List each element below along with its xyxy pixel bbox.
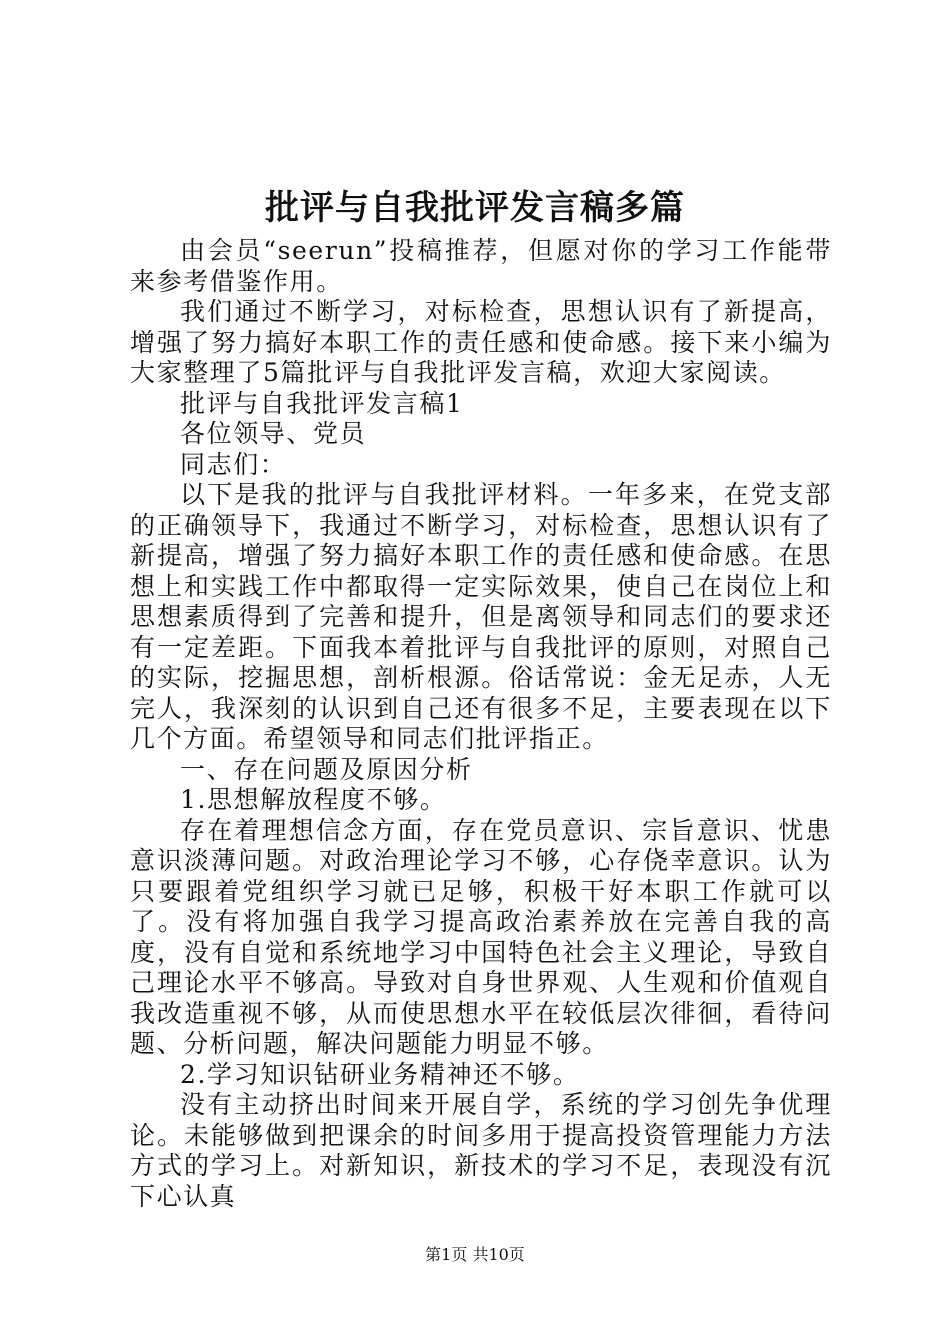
paragraph-study: 没有主动挤出时间来开展自学，系统的学习创先争优理论。未能够做到把课余的时间多用于提高投资管理能力方法方式的学习上。对新知识，新技术的学习不足，表现没有沉下心认真 [130, 1090, 832, 1211]
paragraph-intro: 由会员“seerun”投稿推荐，但愿对你的学习工作能带来参考借鉴作用。 [130, 236, 832, 296]
document-title: 批评与自我批评发言稿多篇 [265, 188, 685, 228]
section-heading-1: 批评与自我批评发言稿1 [180, 388, 464, 418]
heading-problems: 一、存在问题及原因分析 [180, 754, 473, 784]
salutation-leaders: 各位领导、党员 [180, 419, 367, 448]
paragraph-summary: 我们通过不断学习，对标检查，思想认识有了新提高，增强了努力搞好本职工作的责任感和使命感。接下来小编为大家整理了5篇批评与自我批评发言稿，欢迎大家阅读。 [130, 297, 832, 387]
subheading-1: 1.思想解放程度不够。 [180, 785, 447, 814]
subheading-2: 2.学习知识钻研业务精神还不够。 [180, 1059, 580, 1089]
document-body [130, 236, 832, 1212]
page-footer: 第1页 共10页 [425, 1245, 525, 1264]
paragraph-material: 以下是我的批评与自我批评材料。一年多来，在党支部的正确领导下，我通过不断学习，对标检查，思想认识有了新提高，增强了努力搞好本职工作的责任感和使命感。在思想上和实践工作中都取得一定实际效果，使自己在岗位上和思想素质得到了完善和提升，但是离领导和同志们的要求还有一定差距。下面我本着批评与自我批评的原则，对照自己的实际，挖掘思想，剖析根源。俗话常说：金无足赤，人无完人，我深刻的认识到自己还有很多不足，主要表现在以下几个方面。希望领导和同志们批评指正。 [130, 480, 832, 753]
salutation-comrades: 同志们： [180, 449, 287, 479]
paragraph-ideology: 存在着理想信念方面，存在党员意识、宗旨意识、忧患意识淡薄问题。对政治理论学习不够，心存侥幸意识。认为只要跟着党组织学习就已足够，积极干好本职工作就可以了。没有将加强自我学习提高政治素养放在完善自我的高度，没有自觉和系统地学习中国特色社会主义理论，导致自己理论水平不够高。导致对自身世界观、人生观和价值观自我改造重视不够，从而使思想水平在较低层次徘徊，看待问题、分析问题，解决问题能力明显不够。 [130, 815, 832, 1058]
